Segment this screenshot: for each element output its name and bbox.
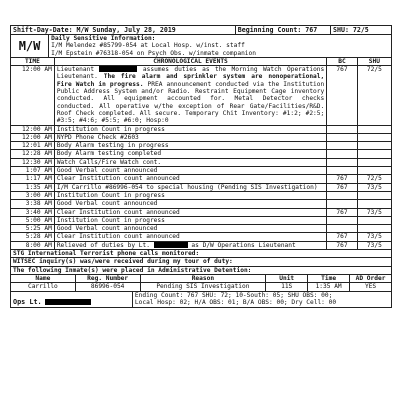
log-shu — [357, 133, 391, 141]
beginning-count: Beginning Count: 767 — [235, 26, 330, 35]
log-bc — [327, 142, 357, 150]
log-row — [11, 167, 392, 175]
ad-unit-header: Unit — [266, 275, 308, 283]
ad-order-header: AD Order — [350, 275, 392, 283]
ad-table — [10, 275, 392, 292]
log-time: 3:00 AM — [11, 191, 55, 199]
log-row — [11, 183, 392, 191]
ad-time-header: Time — [308, 275, 350, 283]
sensitive-line: I/M Epstein #76318-054 on Psych Obs. w/inmate companion — [51, 49, 256, 57]
log-bc — [327, 150, 357, 158]
ad-name-header: Name — [11, 275, 76, 283]
log-time: 12:00 AM — [11, 133, 55, 141]
log-shu — [357, 216, 391, 224]
log-shu — [357, 225, 391, 233]
watch-tag: M/W — [11, 35, 49, 57]
log-shu: 72/5 — [357, 66, 391, 125]
sensitive-info-cell — [49, 35, 392, 57]
log-row — [11, 175, 392, 183]
log-bc: 767 — [327, 233, 357, 241]
log-time: 12:30 AM — [11, 158, 55, 166]
log-bc — [327, 167, 357, 175]
log-row — [11, 66, 392, 125]
log-time: 5:25 AM — [11, 225, 55, 233]
log-time: 12:01 AM — [11, 142, 55, 150]
log-row — [11, 225, 392, 233]
log-time: 5:00 AM — [11, 216, 55, 224]
log-bc: 767 — [327, 175, 357, 183]
log-event: Relieved of duties by Lt. as D/W Operations Lieutenant — [54, 241, 326, 249]
log-event: Clear Institution count announced — [54, 208, 326, 216]
ops-lt-cell — [11, 292, 133, 308]
log-time: 12:00 AM — [11, 125, 55, 133]
log-bc — [327, 133, 357, 141]
log-time: 1:07 AM — [11, 167, 55, 175]
footer-table — [10, 292, 392, 308]
log-shu — [357, 200, 391, 208]
ad-name: Carrillo — [11, 283, 76, 291]
sensitive-info-table — [10, 35, 392, 58]
stg-line: STG International Terrorist phone calls monitored: — [11, 250, 392, 258]
ending-count-line: Ending Count: 767 SHU: 72; 10-South: 05; SHU OBS: 00; — [134, 291, 333, 299]
log-bc — [327, 200, 357, 208]
log-event: Institution Count in progress — [54, 191, 326, 199]
redaction-bar — [45, 299, 91, 305]
log-time: 1:35 AM — [11, 183, 55, 191]
log-row — [11, 158, 392, 166]
bc-column-header: BC — [327, 58, 357, 66]
ad-reg: 86996-054 — [75, 283, 140, 291]
log-event: NYPD Phone Check #2603 — [54, 133, 326, 141]
log-time: 12:28 AM — [11, 150, 55, 158]
log-time: 8:00 AM — [11, 241, 55, 249]
shu-count: SHU: 72/5 — [331, 26, 392, 35]
log-time: 3:40 AM — [11, 208, 55, 216]
ending-count-cell — [132, 292, 391, 308]
sensitive-info-title: Daily Sensitive Information: — [51, 35, 156, 42]
log-bc: 767 — [327, 183, 357, 191]
log-row — [11, 191, 392, 199]
shu-column-header: SHU — [357, 58, 391, 66]
ad-reason: Pending SIS Investigation — [140, 283, 266, 291]
log-shu — [357, 142, 391, 150]
log-event: Good Verbal count announced — [54, 167, 326, 175]
log-event: Good Verbal count announced — [54, 200, 326, 208]
log-shu: 73/5 — [357, 233, 391, 241]
witsec-line: WITSEC inquiry(s) was/were received during my tour of duty: — [11, 258, 392, 266]
log-shu — [357, 150, 391, 158]
log-event: I/M Carrillo #86996-054 to special housing (Pending SIS Investigation) — [54, 183, 326, 191]
log-event: Clear Institution count announced — [54, 175, 326, 183]
ad-time: 1:35 AM — [308, 283, 350, 291]
log-bc: 767 — [327, 241, 357, 249]
log-event: Good Verbal count announced — [54, 225, 326, 233]
log-bc — [327, 125, 357, 133]
log-bc — [327, 158, 357, 166]
log-shu — [357, 158, 391, 166]
shift-day-date: Shift-Day-Date: M/W Sunday, July 28, 2019 — [11, 26, 236, 35]
log-bc — [327, 225, 357, 233]
log-row — [11, 150, 392, 158]
log-event: Institution Count in progress — [54, 125, 326, 133]
log-row — [11, 142, 392, 150]
log-time: 5:28 AM — [11, 233, 55, 241]
log-shu — [357, 191, 391, 199]
log-bc — [327, 216, 357, 224]
log-row — [11, 133, 392, 141]
log-shu: 72/5 — [357, 175, 391, 183]
log-time: 3:38 AM — [11, 200, 55, 208]
ad-row — [11, 283, 392, 291]
log-bc: 767 — [327, 66, 357, 125]
events-column-header: CHRONOLOGICAL EVENTS — [54, 58, 326, 66]
log-row — [11, 216, 392, 224]
ad-unit: 11S — [266, 283, 308, 291]
log-time: 1:17 AM — [11, 175, 55, 183]
log-event: Clear Institution count announced — [54, 233, 326, 241]
monitoring-table — [10, 250, 392, 275]
log-bc: 767 — [327, 208, 357, 216]
log-event: Body Alarm testing completed — [54, 150, 326, 158]
log-shu: 73/5 — [357, 208, 391, 216]
watch-log-document — [10, 25, 392, 308]
log-event: Lieutenant assumes duties as the Morning Watch Operations Lieutenant. The fire alarm and sprinkler system are nonoperational, Fire Watch in progress. PREA announcement conducted via the Institution Public Address System and/or Radio. Restraint Equipment Cage inventory conducted. All equipment accounted for. Metal Detector checks conducted. All operative w/the exception of Rear Gate/Facilities/R&D. Roof Check completed. All secure. Temporary Chit Inventory: #1:2; #2:5; #3:5; #4:6; #5:5; #6:0; Hosp:0 — [54, 66, 326, 125]
chronological-log-table — [10, 58, 392, 250]
log-shu: 73/5 — [357, 183, 391, 191]
ad-title: The following Inmate(s) were placed in Administrative Detention: — [11, 266, 392, 274]
log-shu — [357, 167, 391, 175]
log-shu — [357, 125, 391, 133]
log-event: Body Alarm testing in progress — [54, 142, 326, 150]
log-time: 12:00 AM — [11, 66, 55, 125]
log-row — [11, 208, 392, 216]
ad-order: YES — [350, 283, 392, 291]
redaction-bar — [99, 66, 137, 72]
log-bc — [327, 191, 357, 199]
log-event: Institution Count in progress — [54, 216, 326, 224]
log-shu: 73/5 — [357, 241, 391, 249]
ad-reg-header: Reg. Number — [75, 275, 140, 283]
redaction-bar — [154, 242, 188, 248]
time-column-header: TIME — [11, 58, 55, 66]
ad-reason-header: Reason — [140, 275, 266, 283]
log-row — [11, 200, 392, 208]
log-row — [11, 233, 392, 241]
ending-count-line: Local Hosp: 02; H/A OBS: 01; B/A OBS: 00; Dry Cell: 00 — [134, 298, 337, 306]
log-event: Watch Calls/Fire Watch cont. — [54, 158, 326, 166]
log-row — [11, 241, 392, 249]
log-row — [11, 125, 392, 133]
header-table — [10, 25, 392, 35]
ops-lt-label: Ops Lt. — [13, 298, 42, 307]
sensitive-line: I/M Melendez #85799-054 at Local Hosp. w/inst. staff — [51, 42, 245, 50]
